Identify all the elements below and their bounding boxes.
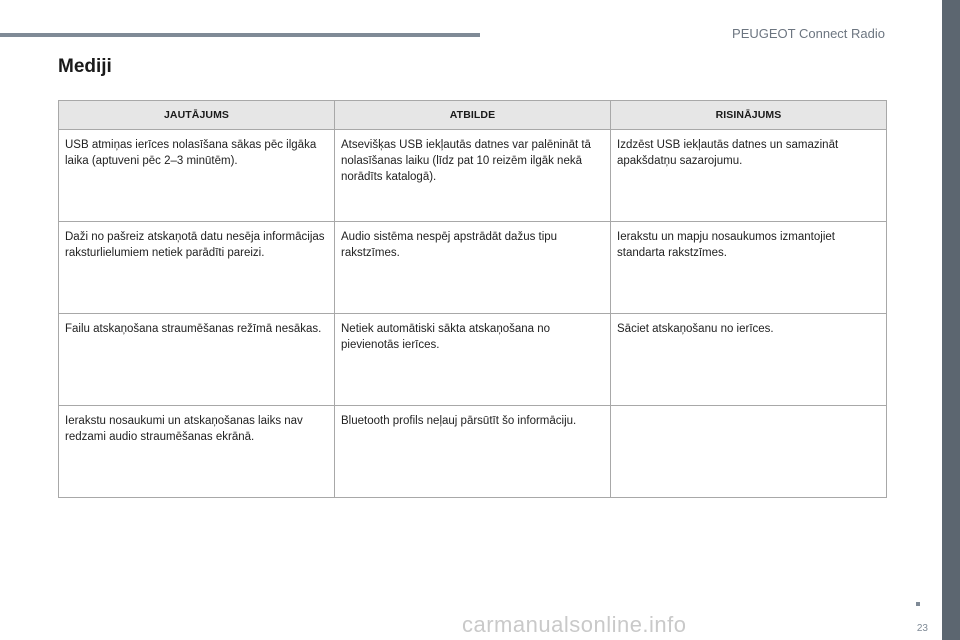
troubleshooting-table xyxy=(58,100,887,498)
page-number: 23 xyxy=(916,623,928,634)
question-cell: USB atmiņas ierīces nolasīšana sākas pēc ilgāka laika (aptuveni pēc 2–3 minūtēm). xyxy=(59,130,335,222)
column-header-solution: RISINĀJUMS xyxy=(611,101,887,130)
solution-cell: Izdzēst USB iekļautās datnes un samazināt apakšdatņu sazarojumu. xyxy=(611,130,887,222)
page-marker-dot xyxy=(916,602,920,606)
answer-cell: Audio sistēma nespēj apstrādāt dažus tipu rakstzīmes. xyxy=(335,222,611,314)
column-header-answer: ATBILDE xyxy=(335,101,611,130)
answer-cell: Netiek automātiski sākta atskaņošana no pievienotās ierīces. xyxy=(335,314,611,406)
answer-cell: Atsevišķas USB iekļautās datnes var palēnināt tā nolasīšanas laiku (līdz pat 10 reizēm ilgāk nekā norādīts katalogā). xyxy=(335,130,611,222)
solution-cell: Sāciet atskaņošanu no ierīces. xyxy=(611,314,887,406)
question-cell: Daži no pašreiz atskaņotā datu nesēja informācijas raksturlielumiem netiek parādīti pareizi. xyxy=(59,222,335,314)
page-title: Mediji xyxy=(58,56,112,77)
answer-cell: Bluetooth profils neļauj pārsūtīt šo informāciju. xyxy=(335,406,611,498)
table-row xyxy=(59,406,887,498)
column-header-question: JAUTĀJUMS xyxy=(59,101,335,130)
solution-cell: Ierakstu un mapju nosaukumos izmantojiet standarta rakstzīmes. xyxy=(611,222,887,314)
header-rule xyxy=(0,33,480,37)
table-row xyxy=(59,222,887,314)
question-cell: Ierakstu nosaukumi un atskaņošanas laiks nav redzami audio straumēšanas ekrānā. xyxy=(59,406,335,498)
question-cell: Failu atskaņošana straumēšanas režīmā nesākas. xyxy=(59,314,335,406)
watermark: carmanualsonline.info xyxy=(462,612,687,637)
section-label: PEUGEOT Connect Radio xyxy=(732,26,885,41)
table-header-row xyxy=(59,101,887,130)
solution-cell xyxy=(611,406,887,498)
side-tab-strip xyxy=(942,0,960,640)
table-row xyxy=(59,314,887,406)
table-row xyxy=(59,130,887,222)
